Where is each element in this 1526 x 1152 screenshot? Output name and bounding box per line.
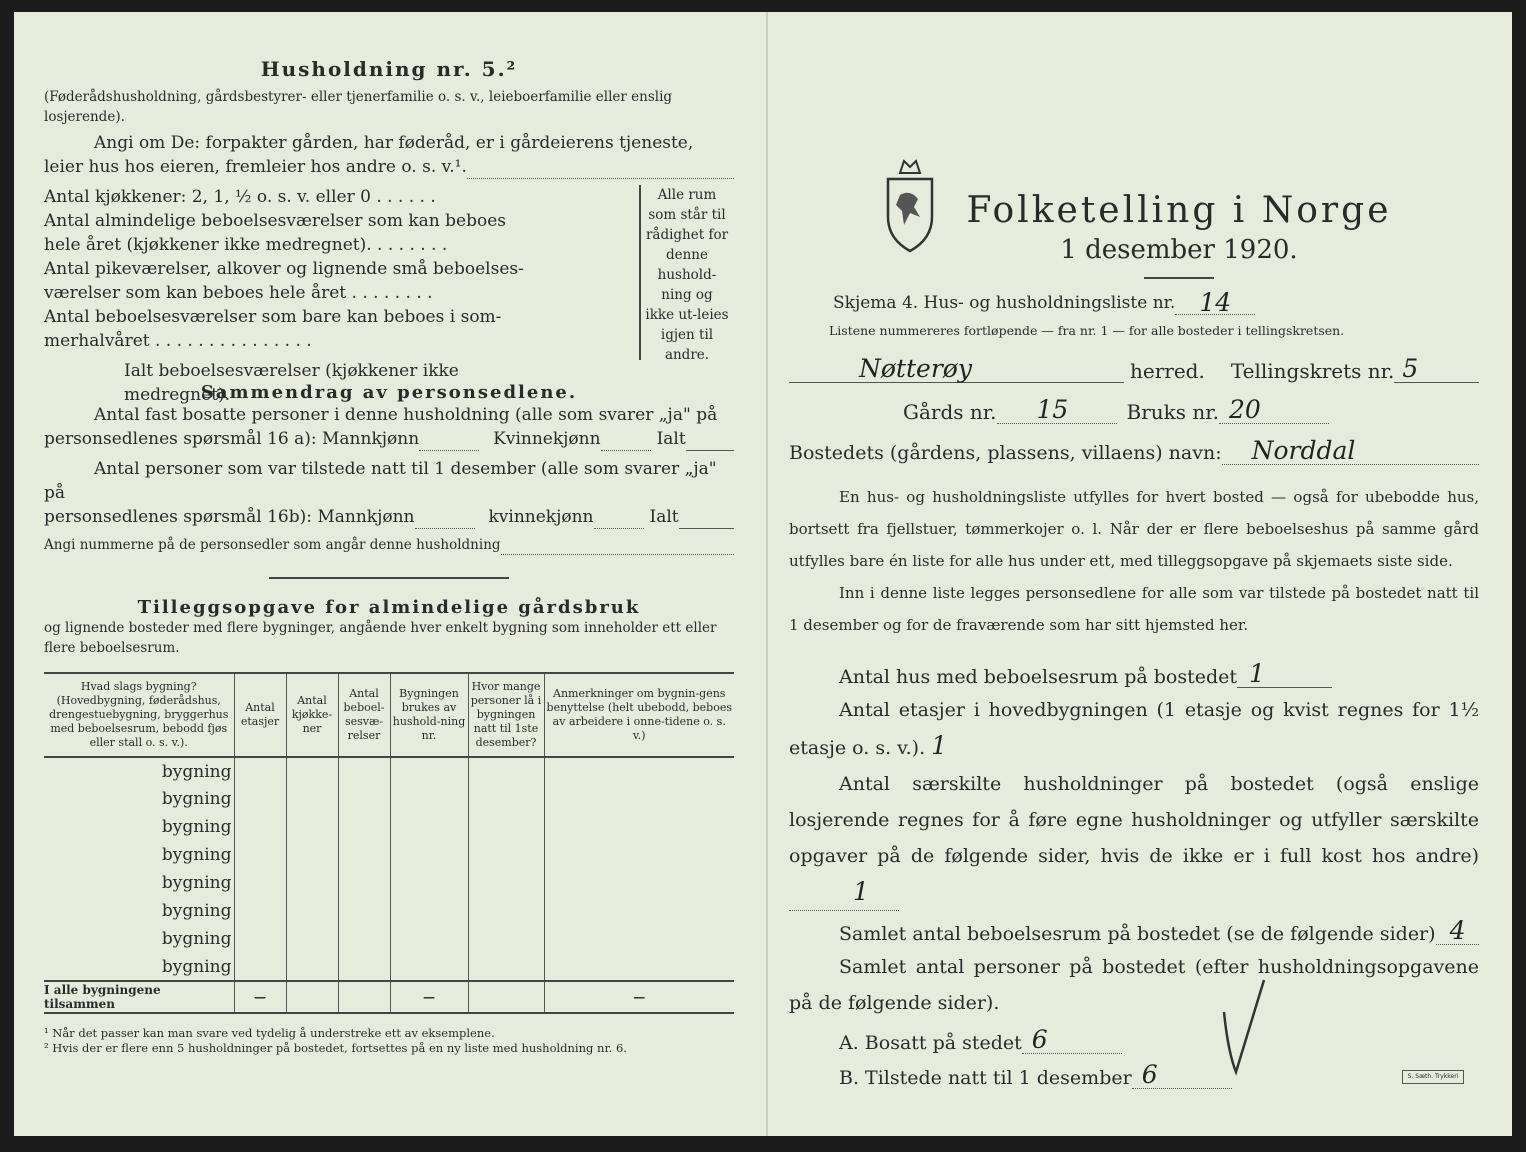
- q-hush-label: Antal særskilte husholdninger på bostedet (også enslige losjerende regnes for å føre egne husholdninger og utfyller særskilte opgaver på de følgende sider, hvis de ikke er i full kost hos andre): [789, 773, 1479, 867]
- cell[interactable]: [468, 925, 544, 953]
- cell[interactable]: [286, 785, 338, 813]
- table-row: [44, 925, 734, 953]
- row-label: bygning: [161, 929, 232, 949]
- cell[interactable]: [234, 869, 286, 897]
- cell[interactable]: [468, 813, 544, 841]
- row-label: bygning: [161, 817, 232, 837]
- q-hus-label: Antal hus med beboelsesrum på bostedet: [839, 666, 1238, 688]
- ask-answer-field[interactable]: [467, 163, 734, 179]
- rooms3-line-b: merhalvåret . . . . . . . . . . . . . . .: [44, 331, 312, 351]
- page-fold: [766, 12, 768, 1136]
- total-label: I alle bygningene tilsammen: [44, 981, 234, 1013]
- info-paragraph-2: Inn i denne liste legges personsedlene for alle som var tilstede på bostedet natt til 1 desember og for de fraværende som har sitt hjemsted her.: [789, 584, 1479, 634]
- q-etasjer-label: Antal etasjer i hovedbygningen (1 etasje og kvist regnes for 1½ etasje o. s. v.).: [789, 699, 1479, 759]
- cell[interactable]: [286, 757, 338, 785]
- rooms1-line-b: hele året (kjøkkener ikke medregnet). . . . . . . .: [44, 235, 448, 255]
- cell[interactable]: [338, 897, 390, 925]
- table-row: [44, 813, 734, 841]
- buildings-table: [44, 672, 734, 1014]
- kitchens-line: Antal kjøkkener: 2, 1, ½ o. s. v. eller 0 . . . . . .: [44, 187, 436, 207]
- sum2-kvinne-label: kvinnekjønn: [488, 507, 594, 527]
- cell[interactable]: [338, 757, 390, 785]
- col-persons: Hvor mange personer lå i bygningen natt til 1ste desember?: [468, 673, 544, 757]
- cell[interactable]: [338, 869, 390, 897]
- col-floors: Antal etasjer: [234, 673, 286, 757]
- bosted-line: [789, 438, 1479, 465]
- summary-line-2a: Antal personer som var tilstede natt til 1 desember (alle som svarer „ja" på: [44, 459, 717, 503]
- total-remarks: —: [544, 981, 734, 1013]
- q-rum-field[interactable]: 4: [1436, 918, 1479, 945]
- household-title: Husholdning nr. 5.²: [260, 57, 518, 81]
- col-rooms: Antal beboel-sesvæ-relser: [338, 673, 390, 757]
- printer-stamp: S. Sæth. Trykkeri: [1402, 1070, 1464, 1084]
- info-paragraph-1: En hus- og husholdningsliste utfylles for hvert bosted — også for ubebodde hus, bortsett fra fjellstuer, tømmerkojer o. l. Når der er flere beboelseshus på samme gård utfylles bare én liste for alle hus under ett, med tilleggsopgave på skjemaets siste side.: [789, 488, 1479, 570]
- cell[interactable]: [390, 813, 468, 841]
- b-field[interactable]: 6: [1132, 1062, 1232, 1089]
- cell[interactable]: [234, 953, 286, 981]
- title-rule: [1144, 277, 1214, 279]
- cell[interactable]: [338, 841, 390, 869]
- cell[interactable]: [286, 869, 338, 897]
- total-cell: [338, 981, 390, 1013]
- cell[interactable]: [234, 925, 286, 953]
- a-field[interactable]: 6: [1022, 1027, 1122, 1054]
- table-row: [44, 953, 734, 981]
- cell[interactable]: [390, 953, 468, 981]
- row-label: bygning: [161, 845, 232, 865]
- ask-line-2-text: leier hus hos eieren, fremleier hos andre o. s. v.¹.: [44, 157, 467, 177]
- summary-line-1a: Antal fast bosatte personer i denne husholdning (alle som svarer „ja" på: [94, 405, 718, 425]
- sum1-kvinne-label: Kvinnekjønn: [493, 429, 601, 449]
- cell[interactable]: [544, 785, 734, 813]
- rooms-lines: [44, 185, 544, 407]
- table-row: [44, 841, 734, 869]
- separator: [269, 577, 509, 579]
- cell[interactable]: [390, 757, 468, 785]
- q-hush-line: [789, 766, 1479, 912]
- total-household: —: [390, 981, 468, 1013]
- schema-line: [789, 288, 1479, 317]
- cell[interactable]: [468, 785, 544, 813]
- cell[interactable]: [286, 897, 338, 925]
- sum2-mann-field[interactable]: [415, 513, 475, 529]
- gards-line: [789, 397, 1479, 424]
- summary-title: Sammendrag av personsedlene.: [200, 382, 578, 403]
- row-label: bygning: [161, 789, 232, 809]
- cell[interactable]: [468, 841, 544, 869]
- q-pers-line: Samlet antal personer på bostedet (efter husholdningsopgavene på de følgende sider).: [789, 956, 1479, 1014]
- total-row: [44, 981, 734, 1013]
- sum1-ialt-label: Ialt: [656, 429, 686, 449]
- table-row: [44, 869, 734, 897]
- bruks-field[interactable]: 20: [1219, 397, 1329, 424]
- herred-label: herred.: [1130, 359, 1205, 383]
- row-label: bygning: [161, 901, 232, 921]
- summary-line-2b: [44, 505, 734, 529]
- q-etasjer-value[interactable]: 1: [931, 731, 948, 760]
- cell[interactable]: [544, 757, 734, 785]
- table-row: [44, 785, 734, 813]
- cell[interactable]: [338, 813, 390, 841]
- table-row: [44, 897, 734, 925]
- cell[interactable]: [234, 897, 286, 925]
- ask-line-1: Angi om De: forpakter gården, har føderåd, er i gårdeierens tjeneste,: [94, 133, 694, 153]
- schema-label: Skjema 4. Hus- og husholdningsliste nr.: [833, 293, 1176, 313]
- cell[interactable]: [390, 925, 468, 953]
- rooms1-line-a: Antal almindelige beboelsesværelser som kan beboes: [44, 211, 506, 231]
- right-page: [789, 152, 1479, 1089]
- total-floors: —: [234, 981, 286, 1013]
- rooms-total-line: Ialt beboelsesværelser (kjøkkener ikke medregnet).: [124, 361, 459, 405]
- q-etasjer-line: [789, 692, 1479, 766]
- rooms2-line-a: Antal pikeværelser, alkover og lignende små beboelses-: [44, 259, 524, 279]
- q-hus-field[interactable]: 1: [1237, 661, 1332, 688]
- brace-note: Alle rum som står til rådighet for denne hushold-ning og ikke ut-leies igjen til andre.: [639, 185, 729, 360]
- cell[interactable]: [390, 785, 468, 813]
- household-subtitle: (Føderådshusholdning, gårdsbestyrer- eller tjenerfamilie o. s. v., leieboerfamilie eller enslig losjerende).: [44, 89, 673, 125]
- q-rum-label: Samlet antal beboelsesrum på bostedet (se de følgende sider): [839, 923, 1436, 945]
- main-title: Folketelling i Norge: [966, 190, 1392, 231]
- summary-line-1b: [44, 427, 734, 451]
- cell[interactable]: [544, 953, 734, 981]
- cell[interactable]: [468, 869, 544, 897]
- left-page: [44, 57, 734, 1056]
- summary-line-3: [44, 535, 734, 555]
- census-date: 1 desember 1920.: [1060, 235, 1298, 265]
- cell[interactable]: [286, 953, 338, 981]
- q-hus-line: [789, 661, 1479, 688]
- sum3-field[interactable]: [501, 541, 734, 555]
- cell[interactable]: [468, 757, 544, 785]
- krets-label: Tellingskrets nr.: [1230, 359, 1395, 383]
- cell[interactable]: [390, 897, 468, 925]
- cell[interactable]: [338, 925, 390, 953]
- rooms2-line-b: værelser som kan beboes hele året . . . . . . . .: [44, 283, 433, 303]
- herred-line: [789, 356, 1479, 383]
- cell[interactable]: [544, 841, 734, 869]
- cell[interactable]: [234, 841, 286, 869]
- cell[interactable]: [544, 925, 734, 953]
- cell[interactable]: [338, 785, 390, 813]
- sum2-kvinne-field[interactable]: [594, 513, 644, 529]
- sum1-mann-label: personsedlenes spørsmål 16 a): Mannkjønn: [44, 429, 420, 449]
- bosted-field[interactable]: Norddal: [1222, 438, 1479, 465]
- cell[interactable]: [338, 953, 390, 981]
- b-label: B. Tilstede natt til 1 desember: [839, 1067, 1132, 1089]
- b-line: [789, 1062, 1479, 1089]
- cell[interactable]: [234, 757, 286, 785]
- col-household: Bygningen brukes av hushold-ning nr.: [390, 673, 468, 757]
- cell[interactable]: [234, 813, 286, 841]
- sum2-mann-label: personsedlenes spørsmål 16b): Mannkjønn: [44, 507, 415, 527]
- a-label: A. Bosatt på stedet: [839, 1032, 1022, 1054]
- cell[interactable]: [544, 897, 734, 925]
- sum2-ialt-label: Ialt: [649, 507, 679, 527]
- bosted-label: Bostedets (gårdens, plassens, villaens) navn:: [789, 442, 1222, 464]
- row-label: bygning: [161, 761, 232, 782]
- sum2-ialt-field[interactable]: [679, 513, 734, 529]
- check-mark-icon: [1214, 972, 1274, 1082]
- cell[interactable]: [468, 897, 544, 925]
- footnote-1: ¹ Når det passer kan man svare ved tydelig å understreke ett av eksemplene.: [44, 1026, 495, 1040]
- cell[interactable]: [390, 869, 468, 897]
- q-hush-value[interactable]: 1: [789, 874, 899, 911]
- supplement-subtitle: og lignende bosteder med flere bygninger, angående hver enkelt bygning som inneholder ett eller flere beboelsesrum.: [44, 620, 717, 656]
- krets-field[interactable]: 5: [1394, 356, 1479, 383]
- numbering-note: Listene nummereres fortløpende — fra nr. 1 — for alle bosteder i tellingskretsen.: [829, 323, 1345, 338]
- col-building-type: Hvad slags bygning? (Hovedbygning, føderådshus, drengestuebygning, bryggerhus med beboelsesrum, bebodd fjøs eller stall o. s. v.).: [44, 673, 234, 757]
- col-kitchens: Antal kjøkke-ner: [286, 673, 338, 757]
- row-label: bygning: [161, 873, 232, 893]
- table-row: [44, 757, 734, 785]
- sum1-ialt-field[interactable]: [686, 435, 734, 451]
- sum1-kvinne-field[interactable]: [601, 435, 651, 451]
- gards-label: Gårds nr.: [903, 400, 997, 424]
- cell[interactable]: [286, 813, 338, 841]
- gards-field[interactable]: 15: [997, 397, 1117, 424]
- census-sheet: [14, 12, 1512, 1136]
- footnotes: [44, 1026, 734, 1056]
- total-cell: [286, 981, 338, 1013]
- q-rum-line: [789, 918, 1479, 945]
- sum1-mann-field[interactable]: [419, 435, 479, 451]
- ask-line-2: [44, 155, 734, 179]
- rooms3-line-a: Antal beboelsesværelser som bare kan beboes i som-: [44, 307, 502, 327]
- schema-number[interactable]: 14: [1175, 292, 1255, 315]
- cell[interactable]: [286, 841, 338, 869]
- cell[interactable]: [390, 841, 468, 869]
- cell[interactable]: [468, 953, 544, 981]
- a-line: [789, 1027, 1479, 1054]
- herred-field[interactable]: Nøtterøy: [789, 356, 1124, 383]
- row-label: bygning: [161, 956, 232, 977]
- col-remarks: Anmerkninger om bygnin-gens benyttelse (helt ubebodd, beboes av arbeidere i onne-tidene o. s. v.): [544, 673, 734, 757]
- supplement-title: Tilleggsopgave for almindelige gårdsbruk: [137, 597, 641, 618]
- bruks-label: Bruks nr.: [1126, 400, 1219, 424]
- cell[interactable]: [234, 785, 286, 813]
- cell[interactable]: [544, 813, 734, 841]
- cell[interactable]: [544, 869, 734, 897]
- cell[interactable]: [286, 925, 338, 953]
- sum3-label: Angi nummerne på de personsedler som angår denne husholdning: [44, 537, 501, 553]
- total-cell: [468, 981, 544, 1013]
- footnote-2: ² Hvis der er flere enn 5 husholdninger på bostedet, fortsettes på en ny liste med husholdning nr. 6.: [44, 1041, 627, 1055]
